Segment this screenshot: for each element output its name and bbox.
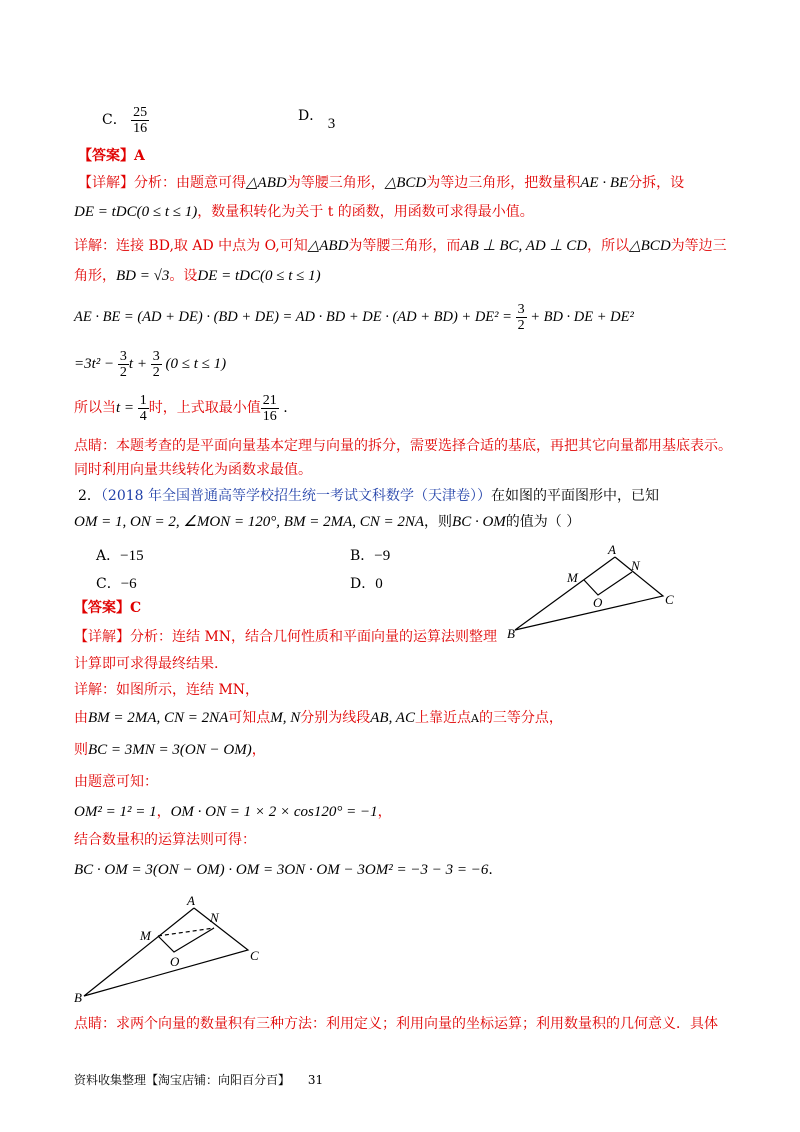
q2-option-d-label: D． xyxy=(350,576,376,592)
q1-explain1-d: 为等边三 xyxy=(670,238,727,254)
q2-explain-line1: 详解：如图所示，连结 MN， xyxy=(74,682,260,698)
q2-option-d xyxy=(350,574,383,594)
q1-eq1-b: + BD · DE + DE² xyxy=(526,309,634,325)
q2-explain2-pt: A xyxy=(470,712,479,725)
triangle-figure-bottom xyxy=(70,892,280,1010)
fig2-label-o: O xyxy=(170,954,180,969)
q1-eq2-den2: 2 xyxy=(152,365,160,381)
q1-eq2-a: =3t² − xyxy=(74,356,118,372)
q2-option-a xyxy=(96,546,144,566)
q2-final-expr: BC · OM = 3(ON − OM) · OM = 3ON · OM − 3OM² = −3 − 3 = −6 xyxy=(74,862,489,878)
q2-explain2-expr: BM = 2MA, CN = 2NA xyxy=(88,710,229,726)
q1-comment-line1: 点睛：本题考查的是平面向量基本定理与向量的拆分，需要选择合适的基底，再把其它向量都用基底表示。 xyxy=(74,438,732,454)
fig2-label-c: C xyxy=(250,948,259,963)
q1-equation-2 xyxy=(74,344,226,384)
fig2-triangle xyxy=(84,908,248,996)
q2-option-c-value: −6 xyxy=(120,576,137,592)
q2-stem2-b: 的值为（ ） xyxy=(505,514,581,530)
q1-explain2-b: 。设 xyxy=(169,268,198,284)
q1-eq2-num1: 3 xyxy=(119,349,127,365)
q1-min-a: 所以当 xyxy=(74,400,116,416)
q1-detail-line1 xyxy=(78,173,684,193)
q2-condition: OM = 1, ON = 2, ∠MON = 120°, BM = 2MA, CN = 2NA xyxy=(74,514,425,530)
fig1-label-a: A xyxy=(608,542,616,557)
fig2-label-b: B xyxy=(74,990,82,1005)
footer-text: 资料收集整理【淘宝店铺：向阳百分百】 xyxy=(74,1073,291,1087)
option-d-label: D． xyxy=(298,108,324,124)
q2-explain2-d: 上靠近点 xyxy=(414,710,471,726)
q2-explain2-seg: AB, AC xyxy=(370,710,415,726)
q1-explain-line2 xyxy=(74,266,321,286)
fig1-label-b: B xyxy=(507,626,515,641)
q2-known-line xyxy=(74,802,392,822)
q2-explain3-expr: BC = 3MN = 3(ON − OM) xyxy=(88,742,252,758)
q2-stem-line1 xyxy=(78,486,659,506)
q1-min-b: 时，上式取最小值 xyxy=(148,400,261,416)
q1-eq1-fraction xyxy=(516,302,527,333)
q1-eq1-num: 3 xyxy=(517,302,525,318)
page-number: 31 xyxy=(307,1073,324,1087)
q2-source: （2018 年全国普通高等学校招生统一考试文科数学（天津卷）） xyxy=(100,488,491,504)
q1-detail1-bcd: △BCD xyxy=(384,175,427,191)
option-c-numerator: 25 xyxy=(133,104,148,120)
q2-option-c xyxy=(96,574,137,594)
q2-detail-line1: 【详解】分析：连结 MN，结合几何性质和平面向量的运算法则整理 xyxy=(74,629,498,645)
option-c-fraction xyxy=(131,105,149,136)
q2-combine-label: 结合数量积的运算法则可得： xyxy=(74,832,256,848)
q1-min-fraction2 xyxy=(261,393,279,424)
fig1-label-o: O xyxy=(593,595,603,610)
q2-known-expr1: OM² = 1² = 1 xyxy=(74,804,157,820)
q2-comment: 点睛：求两个向量的数量积有三种方法：利用定义；利用向量的坐标运算；利用数量积的几何意义．具体 xyxy=(74,1016,718,1032)
q1-min-den2: 16 xyxy=(262,408,277,424)
fig2-dashed-mn xyxy=(158,928,214,936)
q1-explain2-bd: BD = √3 xyxy=(116,268,170,284)
q1-explain2-expr: DE = tDC(0 ≤ t ≤ 1) xyxy=(197,268,321,284)
q1-eq2-num2: 3 xyxy=(152,349,160,365)
fig2-label-a: A xyxy=(187,893,195,908)
q2-option-a-value: −15 xyxy=(120,548,144,564)
q2-explain3-b: ， xyxy=(251,742,266,758)
q2-explain2-b: 可知点 xyxy=(228,710,271,726)
q1-minimum-line xyxy=(74,388,288,428)
q2-final-line xyxy=(74,860,493,880)
q1-eq2-b: t + xyxy=(128,356,151,372)
option-d xyxy=(298,106,336,132)
q1-min-fraction1 xyxy=(138,393,149,424)
q1-detail1-abd: △ABD xyxy=(246,175,287,191)
q1-min-num1: 1 xyxy=(139,392,147,408)
q1-explain1-abd: △ABD xyxy=(307,238,349,254)
q2-option-b xyxy=(350,546,390,566)
q1-min-num2: 21 xyxy=(262,392,277,408)
q1-explain1-b: 为等腰三角形，而 xyxy=(348,238,461,254)
fig1-quad xyxy=(584,572,632,595)
q1-explain1-c: ，所以 xyxy=(587,238,630,254)
q2-explain2-e: 的三等分点， xyxy=(478,710,563,726)
q2-explain2-a: 由 xyxy=(74,710,88,726)
q1-detail2-text: ，数量积转化为关于 t 的函数，用函数可求得最小值。 xyxy=(197,204,534,220)
q1-explain1-a: 详解：连接 BD,取 AD 中点为 O,可知 xyxy=(74,238,308,254)
q1-detail1-vec: AE · BE xyxy=(580,175,629,191)
q2-number: 2． xyxy=(78,488,101,504)
option-c-denominator: 16 xyxy=(133,120,148,136)
fig1-label-m: M xyxy=(567,570,578,585)
q1-eq2-den1: 2 xyxy=(119,365,127,381)
option-c xyxy=(102,100,149,140)
q2-detail-line2: 计算即可求得最终结果. xyxy=(74,656,219,672)
q2-explain-line3 xyxy=(74,740,266,760)
fig1-triangle xyxy=(515,557,663,630)
q2-stem2-a: ，则 xyxy=(424,514,453,530)
q1-answer: 【答案】A xyxy=(78,148,145,164)
q2-stem-a: 在如图的平面图形中，已知 xyxy=(491,488,659,504)
option-d-value: 3 xyxy=(327,116,336,132)
q2-explain3-a: 则 xyxy=(74,742,88,758)
q2-option-b-value: −9 xyxy=(374,548,391,564)
option-c-label: C． xyxy=(102,112,127,128)
q2-explain-line2 xyxy=(74,708,563,729)
page-footer xyxy=(74,1070,323,1090)
q1-eq2-fraction2 xyxy=(151,349,162,380)
q2-known-sep: ， xyxy=(156,804,171,820)
q2-known-end: ， xyxy=(377,804,392,820)
q1-equation-1 xyxy=(74,298,634,336)
q2-option-c-label: C． xyxy=(96,576,121,592)
q1-eq1-a: AE · BE = (AD + DE) · (BD + DE) = AD · BD + DE · (AD + BD) + DE² = xyxy=(74,309,516,325)
q1-comment-line2: 同时利用向量共线转化为函数求最值。 xyxy=(74,462,312,478)
q1-explain1-bcd: △BCD xyxy=(629,238,671,254)
fig1-label-c: C xyxy=(665,592,674,607)
q1-detail2-expr: DE = tDC(0 ≤ t ≤ 1) xyxy=(74,204,198,220)
q2-explain2-c: 分别为线段 xyxy=(300,710,371,726)
q2-answer: 【答案】C xyxy=(74,600,142,616)
fig2-label-m: M xyxy=(140,928,151,943)
q2-known-expr2: OM · ON = 1 × 2 × cos120° = −1 xyxy=(170,804,378,820)
q1-detail1-b: 为等腰三角形， xyxy=(286,175,385,191)
q1-detail-line2 xyxy=(74,202,534,222)
q1-explain-line1 xyxy=(74,236,727,256)
q2-final-end: . xyxy=(488,862,493,878)
q1-explain2-a: 角形， xyxy=(74,268,116,284)
q1-explain1-perp: AB ⊥ BC, AD ⊥ CD xyxy=(460,238,588,254)
q2-option-a-label: A． xyxy=(96,548,121,564)
q1-eq2-c: (0 ≤ t ≤ 1) xyxy=(161,356,227,372)
q1-detail1-d: 分拆，设 xyxy=(628,175,685,191)
q1-detail1-c: 为等边三角形，把数量积 xyxy=(426,175,581,191)
q1-min-den1: 4 xyxy=(139,408,147,424)
q2-option-b-label: B． xyxy=(350,548,375,564)
q2-stem-line2 xyxy=(74,512,580,532)
q2-known-label: 由题意可知： xyxy=(74,774,158,790)
fig2-label-n: N xyxy=(210,910,219,925)
fig1-label-n: N xyxy=(631,558,640,573)
q1-min-t: t = xyxy=(116,400,138,416)
q1-min-c: . xyxy=(278,400,288,416)
q1-eq2-fraction1 xyxy=(118,349,129,380)
q2-option-d-value: 0 xyxy=(375,576,383,592)
q1-eq1-den: 2 xyxy=(517,318,525,334)
triangle-figure-top xyxy=(505,542,690,642)
q2-explain2-mn: M, N xyxy=(270,710,301,726)
q2-target-expr: BC · OM xyxy=(452,514,506,530)
q1-detail1-a: 【详解】分析：由题意可得 xyxy=(78,175,246,191)
